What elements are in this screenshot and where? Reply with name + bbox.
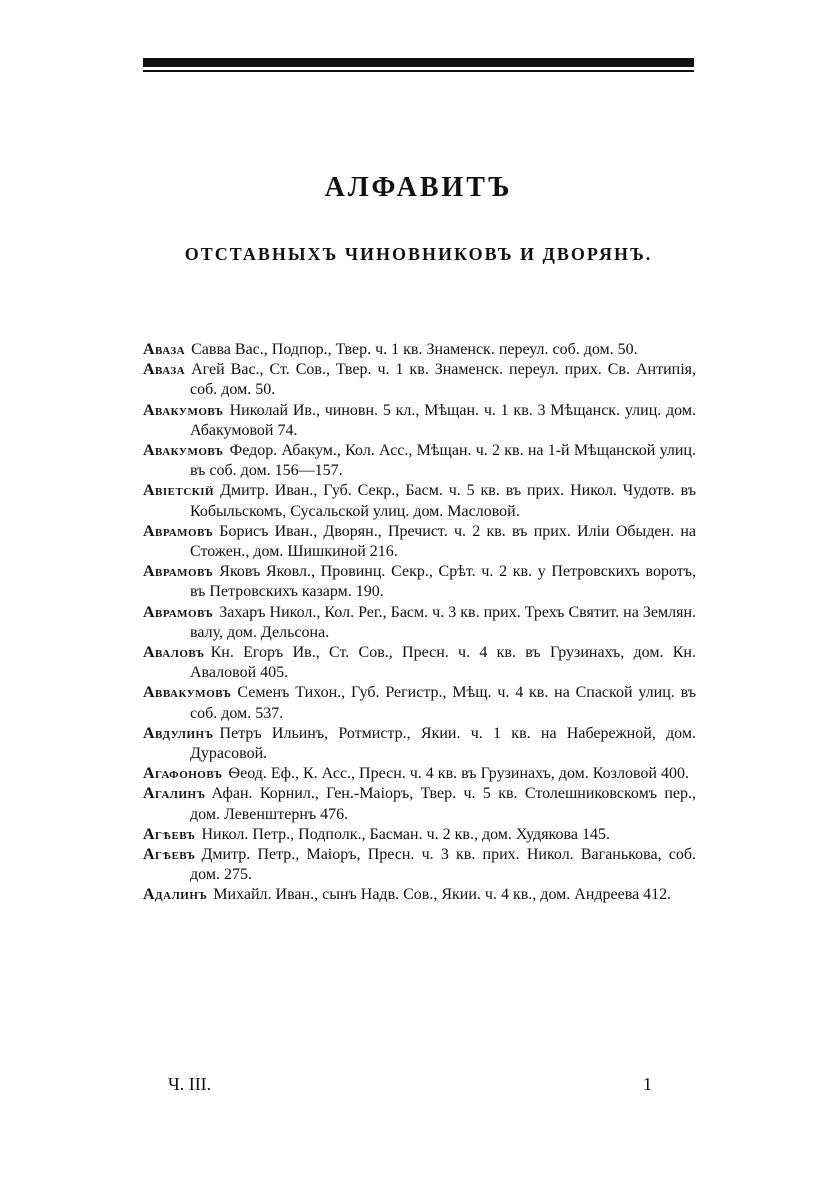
entry-surname: Авдулинъ <box>143 724 214 742</box>
entry-surname: Аваза <box>143 341 186 358</box>
entry-text: Дмитр. Петр., Маіоръ, Пресн. ч. 3 кв. прих. Никол. Ваганькова, соб. дом. 275. <box>190 846 696 884</box>
entry-text: Дмитр. Иван., Губ. Секр., Басм. ч. 5 кв. въ прих. Никол. Чудотв. въ Кобыльскомъ, Сусальской улиц. дом. Масловой. <box>190 482 696 520</box>
header-rule-thin <box>143 70 694 72</box>
list-item <box>143 845 696 885</box>
list-item <box>143 481 696 521</box>
entry-text: Борисъ Иван., Дворян., Пречист. ч. 2 кв. въ прих. Иліи Обыден. на Стожен., дом. Шишкиной 216. <box>190 522 696 561</box>
entry-surname: Аврамовъ <box>143 522 214 540</box>
list-item <box>143 643 696 683</box>
entry-text: Федор. Абакум., Кол. Асс., Мѣщан. ч. 2 кв. на 1-й Мѣщанской улиц. въ соб. дом. 156—157. <box>190 442 696 480</box>
list-item <box>143 360 696 400</box>
entry-text: Николай Ив., чиновн. 5 кл., Мѣщан. ч. 1 кв. 3 Мѣщанск. улиц. дом. Абакумовой 74. <box>190 401 696 439</box>
entry-text: Афан. Корнил., Ген.-Маіоръ, Твер. ч. 5 кв. Столешниковскомъ пер., дом. Левенштернъ 476. <box>190 785 696 823</box>
list-item <box>143 340 696 360</box>
page-title: АЛФАВИТЪ <box>324 172 513 203</box>
entry-surname: Авіетскій <box>143 482 215 500</box>
entry-surname: Аваза <box>143 361 186 379</box>
list-item <box>143 562 696 602</box>
page-number: 1 <box>643 1074 652 1094</box>
entry-surname: Аврамовъ <box>143 603 214 621</box>
list-item <box>143 885 696 905</box>
entries-list <box>143 340 696 906</box>
entry-surname: Агѣевъ <box>143 846 196 864</box>
entry-text: Никол. Петр., Подполк., Басман. ч. 2 кв., дом. Худякова 145. <box>201 825 610 843</box>
entry-text: Ѳеод. Еф., К. Асс., Пресн. ч. 4 кв. въ Грузинахъ, дом. Козловой 400. <box>228 765 689 783</box>
entry-text: Савва Вас., Подпор., Твер. ч. 1 кв. Знаменск. переул. соб. дом. 50. <box>191 341 638 358</box>
header-rule-thick <box>143 58 694 67</box>
entry-surname: Агафоновъ <box>143 765 223 783</box>
list-item <box>143 603 696 643</box>
list-item <box>143 825 696 845</box>
entry-surname: Адалинъ <box>143 886 208 904</box>
list-item <box>143 784 696 824</box>
entry-text: Михайл. Иван., сынъ Надв. Сов., Якии. ч. 4 кв., дом. Андреева 412. <box>213 886 672 904</box>
list-item <box>143 401 696 441</box>
entry-text: Агей Вас., Ст. Сов., Твер. ч. 1 кв. Знаменск. переул. прих. Св. Антипія, соб. дом. 50. <box>190 361 696 399</box>
entry-text: Захаръ Никол., Кол. Рег., Басм. ч. 3 кв. прих. Трехъ Святит. на Землян. валу, дом. Дельсона. <box>190 603 696 641</box>
list-item <box>143 522 696 562</box>
entry-text: Кн. Егоръ Ив., Ст. Сов., Пресн. ч. 4 кв. въ Грузинахъ, дом. Кн. Аваловой 405. <box>190 644 696 682</box>
entry-surname: Агалинъ <box>143 785 206 803</box>
list-item <box>143 441 696 481</box>
page-subtitle: ОТСТАВНЫХЪ ЧИНОВНИКОВЪ И ДВОРЯНЪ. <box>184 244 653 264</box>
entry-text: Семенъ Тихон., Губ. Регистр., Мѣщ. ч. 4 кв. на Спаской улиц. въ соб. дом. 537. <box>190 684 696 722</box>
volume-part-label: Ч. III. <box>168 1074 212 1094</box>
entry-surname: Агѣевъ <box>143 825 196 843</box>
entry-surname: Аврамовъ <box>143 563 214 581</box>
entry-surname: Аваловъ <box>143 644 205 662</box>
entry-surname: Авакумовъ <box>143 401 224 419</box>
entry-surname: Авакумовъ <box>143 442 224 460</box>
entry-surname: Аввакумовъ <box>143 684 232 702</box>
list-item <box>143 724 696 764</box>
entry-text: Яковъ Яковл., Провинц. Секр., Срѣт. ч. 2 кв. у Петровскихъ воротъ, въ Петровскихъ казарм. 190. <box>190 563 696 601</box>
list-item <box>143 764 696 784</box>
entry-text: Петръ Ильинъ, Ротмистр., Якии. ч. 1 кв. на Набережной, дом. Дурасовой. <box>190 724 696 763</box>
list-item <box>143 683 696 723</box>
